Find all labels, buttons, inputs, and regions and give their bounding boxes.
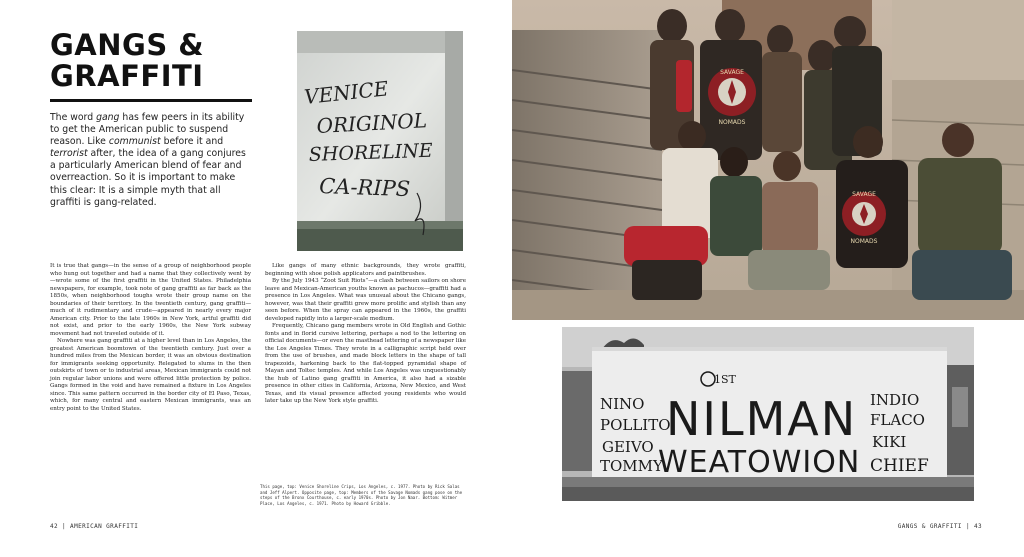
title-line-2: GRAFFITI [50, 59, 204, 93]
graffiti-name: INDIO [870, 391, 920, 409]
graffiti-word: SHORELINE [308, 139, 434, 166]
photo-savage-nomads [512, 0, 1024, 320]
photo-savage-nomads-image [512, 0, 1024, 320]
lead-text: before it and [160, 136, 224, 148]
graffiti-word: ORIGINOL [316, 108, 428, 138]
body-paragraph: Nowhere was gang graffiti at a higher level than in Los Angeles, the greatest American boomtown of the twentieth century. Just over a hundred miles from the Mexican border, it was an obvious destination for immigrants seeking opportunity. Relegated to slums in the then outskirts of town or to industrial areas, Mexican immigrants could not join regular labor unions and were offered little protection by police. Gangs formed in the void and have remained a fixture in Los Angeles since. This same pattern occurred in the border city of El Paso, Texas, which, for many central and eastern Mexican immigrants, was an entry point to the United States. [50, 338, 251, 412]
graffiti-tag: 1ST [714, 373, 736, 386]
graffiti-word: CA-RIPS [318, 174, 411, 202]
folio-right: GANGS & GRAFFITI | 43 [897, 523, 982, 530]
lead-paragraph [50, 112, 253, 209]
body-text [50, 263, 466, 520]
graffiti-name: POLLITO [600, 416, 671, 434]
jacket-text: SAVAGE [720, 69, 744, 76]
title-line-1: GANGS & [50, 28, 205, 62]
jacket-text: NOMADS [718, 119, 746, 126]
graffiti-name: NINO [600, 395, 645, 413]
lead-text: The word [50, 112, 97, 123]
lead-emphasis: gang [96, 112, 120, 123]
graffiti-name: KIKI [872, 433, 907, 451]
lead-text: after, the idea of a gang conjures a particularly American blend of fear and overreaction. So it is important to make this clear: It is a simple myth that all graffiti is gang-related. [50, 148, 246, 208]
body-paragraph: Like gangs of many ethnic backgrounds, they wrote graffiti, beginning with shoe polish applicators and paintbrushes. [265, 263, 466, 277]
lead-emphasis: communist [108, 136, 161, 148]
jacket-text: SAVAGE [852, 191, 876, 198]
body-paragraph: Frequently, Chicano gang members wrote in Old English and Gothic fonts and in florid cursive lettering, perhaps a nod to the lettering on official documents—or even the masthead lettering of a newspaper like the Los Angeles Times. They wrote in a calligraphic script held over from the use of brushes, and made block letters in the shape of tall trapezoids, harkening back to the flat-topped pyramidal shape of Mayan and Toltec temples. And while Los Angeles was unquestionably the hub of Latino gang graffiti in America, it also had a sizable presence in other cities in California, Arizona, New Mexico, and West Texas, and its visual presence affected young residents who would later take up the New York style graffiti. [265, 323, 466, 404]
photo-venice-crips-image [297, 31, 463, 251]
jacket-text: NOMADS [850, 238, 878, 245]
title-rule [50, 99, 252, 102]
page-title [50, 30, 280, 92]
graffiti-name: FLACO [870, 411, 925, 429]
folio-left: 42 | AMERICAN GRAFFITI [50, 523, 139, 530]
photo-witmer-place [562, 327, 974, 501]
graffiti-name: NILMAN [666, 392, 858, 446]
body-paragraph: It is true that gangs—in the sense of a group of neighborhood people who hung out together and had a name that they collectively went by—wrote some of the first graffiti in the United States. Philadelphia newspapers, for example, took note of gang graffiti as far back as the 1850s, when neighborhood toughs wrote their group name on the boundaries of their territory. In the twentieth century, gang graffiti—much of it rudimentary and crude—appeared in nearly every major American city. Prior to the late 1960s in New York, artful graffiti did not exist, and prior to the early 1960s, the New York subway movement had not traveled outside of it. [50, 263, 251, 337]
photo-venice-crips [297, 31, 463, 251]
lead-text: has few peers in its ability to get the American public to suspend reason. Like [50, 112, 245, 148]
photo-witmer-place-image [562, 327, 974, 501]
graffiti-word: VENICE [303, 76, 390, 109]
graffiti-name: GEIVO [602, 438, 654, 456]
body-paragraph: By the July 1943 “Zoot Suit Riots”—a clash between sailors on shore leave and Mexican-American youths known as pachucos—graffiti had a presence in Los Angeles. What was unusual about the Chicano gangs, however, was that their graffiti grew more prolific and stylish than any seen before. When the spray can appeared in the 1960s, the graffiti developed rapidly into a larger-scale medium. [265, 278, 466, 322]
graffiti-name: CHIEF [870, 456, 929, 476]
graffiti-name: TOMMY [600, 457, 663, 475]
photo-caption: This page, top: Venice Shoreline Crips, Los Angeles, c. 1977. Photo by Rick Salas and Jeff Alpert. Opposite page, top: Members of the Savage Nomads gang pose on the steps of the Bronx Courthouse, c. early 1970s. Photo by Jon Naar. Bottom: Witmer Place, Los Angeles, c. 1971. Photo by Howard Gribble. [260, 484, 463, 506]
graffiti-name: WEATOWION [658, 445, 861, 480]
lead-emphasis: terrorist [50, 148, 88, 160]
right-page [512, 0, 1024, 557]
